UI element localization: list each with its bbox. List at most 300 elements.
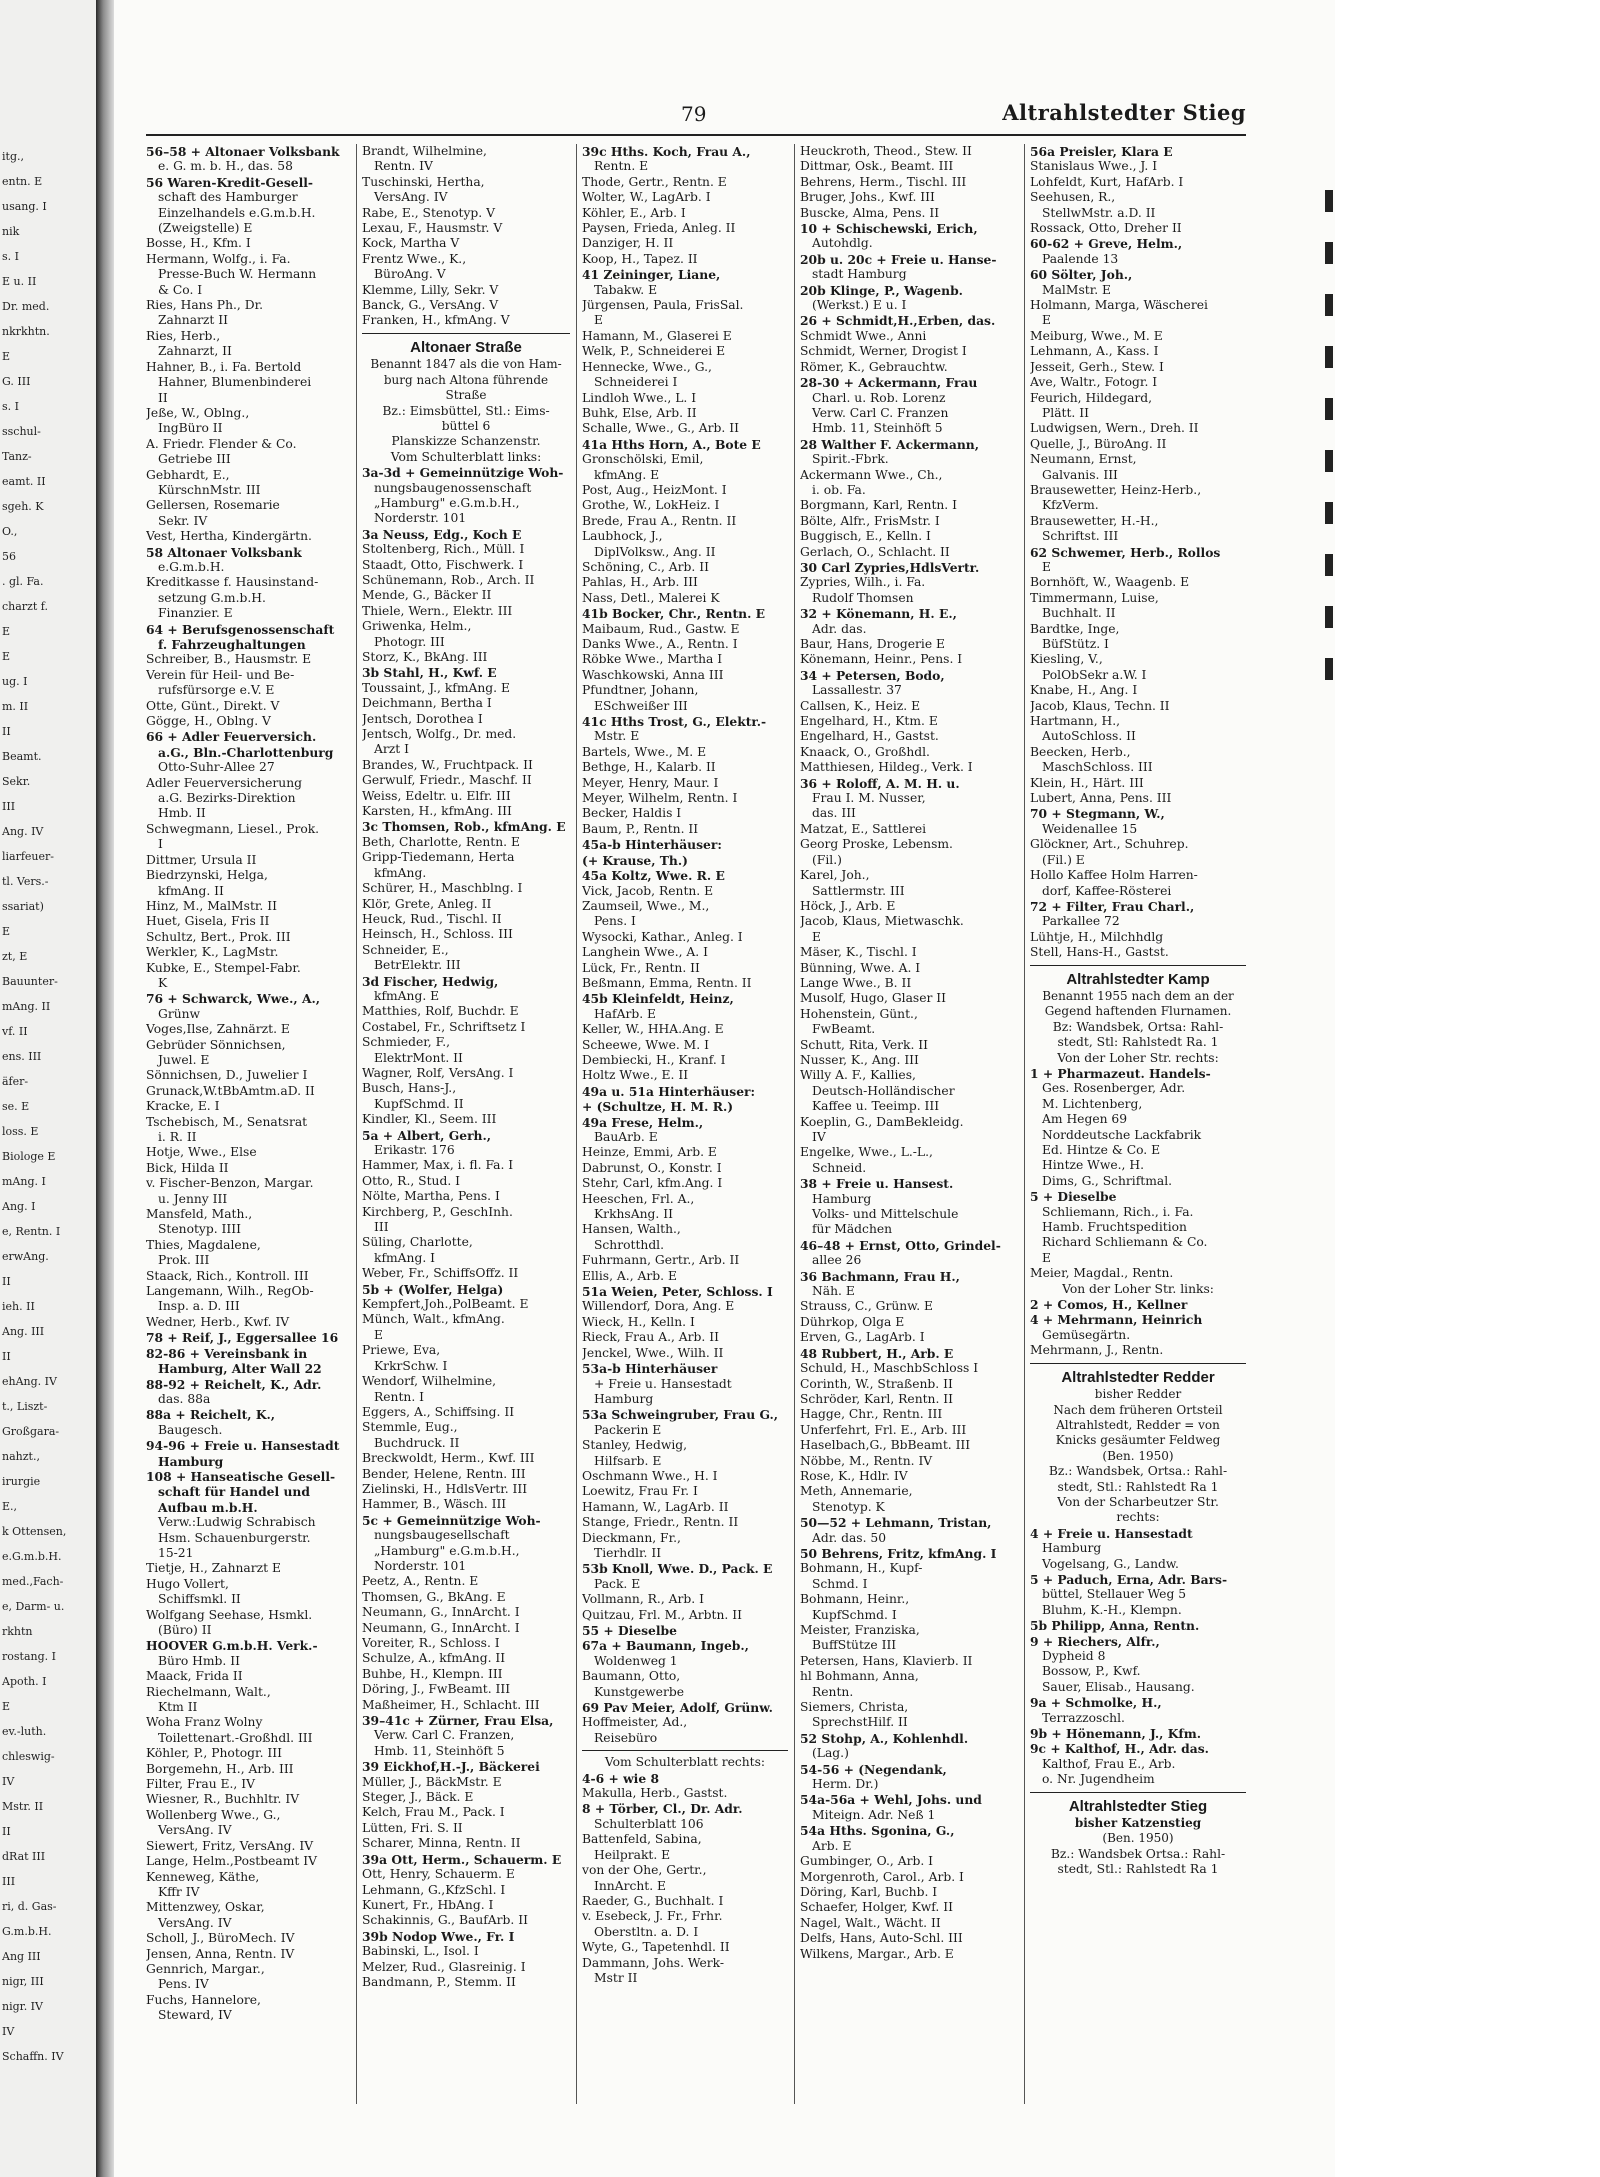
directory-line: Parkallee 72 xyxy=(1042,914,1120,929)
directory-line: Terrazzoschl. xyxy=(1042,1710,1125,1725)
previous-page-fragment: irurgie xyxy=(2,1475,41,1488)
directory-line: Battenfeld, Sabina, xyxy=(582,1832,702,1847)
directory-line: Dieckmann, Fr., xyxy=(582,1530,681,1545)
directory-line: Meiburg, Wwe., M. E xyxy=(1030,328,1163,343)
previous-page-fragment: entn. E xyxy=(2,175,43,188)
directory-line: 41 Zeininger, Liane, xyxy=(582,267,721,283)
directory-line: (Lag.) xyxy=(812,1746,849,1761)
section-rule xyxy=(1030,1363,1246,1364)
directory-line: Prok. III xyxy=(158,1253,210,1268)
directory-line: Post, Aug., HeizMont. I xyxy=(582,482,727,497)
directory-line: 30 Carl Zypries,HdlsVertr. xyxy=(800,559,980,575)
book-spine-shadow xyxy=(96,0,114,2177)
directory-line: schaft für Handel und xyxy=(158,1484,310,1500)
directory-line: Scholl, J., BüroMech. IV xyxy=(146,1931,295,1946)
directory-line: Von der Scharbeutzer Str. xyxy=(1057,1494,1219,1509)
directory-line: rufsfürsorge e.V. E xyxy=(158,683,275,698)
section-rule xyxy=(1030,965,1246,966)
column-divider xyxy=(1024,144,1025,2104)
directory-line: Bardtke, Inge, xyxy=(1030,621,1120,636)
previous-page-fragment: G. III xyxy=(2,375,31,388)
directory-line: Wolfgang Seehase, Hsmkl. xyxy=(146,1607,313,1622)
directory-line: Stemmle, Eug., xyxy=(362,1420,458,1435)
directory-line: Bornhöft, W., Waagenb. E xyxy=(1030,575,1190,590)
directory-line: Kffr IV xyxy=(158,1884,200,1899)
directory-line: Hollo Kaffee Holm Harren- xyxy=(1030,868,1198,883)
directory-line: 72 + Filter, Frau Charl., xyxy=(1030,898,1195,914)
directory-line: Dabrunst, O., Konstr. I xyxy=(582,1160,722,1175)
directory-line: Dims, G., Schriftmal. xyxy=(1042,1173,1173,1188)
directory-line: 39 Eickhof,H.-J., Bäckerei xyxy=(362,1759,540,1775)
directory-line: ElektrMont. II xyxy=(374,1050,463,1065)
directory-line: StellwMstr. a.D. II xyxy=(1042,205,1156,220)
directory-line: „Hamburg" e.G.m.b.H., xyxy=(374,1543,520,1558)
directory-line: Schneid. xyxy=(812,1160,867,1175)
directory-line: Biedrzynski, Helga, xyxy=(146,868,268,883)
directory-line: Wyte, G., Tapetenhdl. II xyxy=(582,1940,730,1955)
directory-line: Quelle, J., BüroAng. II xyxy=(1030,436,1167,451)
directory-line: Ries, Herb., xyxy=(146,328,221,343)
directory-line: Schriftst. III xyxy=(1042,529,1119,544)
directory-line: Schrotthdl. xyxy=(594,1237,665,1252)
directory-line: a.G. Bezirks-Direktion xyxy=(158,791,296,806)
directory-line: Engelhard, H., Ktm. E xyxy=(800,714,938,729)
directory-line: Wolter, W., LagArb. I xyxy=(582,190,711,205)
directory-line: Peetz, A., Rentn. E xyxy=(362,1574,479,1589)
directory-line: Vom Schulterblatt rechts: xyxy=(604,1755,766,1770)
directory-line: Borgemehn, H., Arb. III xyxy=(146,1761,294,1776)
previous-page-fragment: chleswig- xyxy=(2,1750,55,1763)
directory-line: u. Jenny III xyxy=(158,1191,228,1206)
directory-line: Altrahlstedt, Redder = von xyxy=(1056,1417,1220,1432)
previous-page-fragment: . gl. Fa. xyxy=(2,575,44,588)
section-rule xyxy=(1030,1792,1246,1793)
directory-line: Meyer, Henry, Maur. I xyxy=(582,775,719,790)
directory-line: 10 + Schischewski, Erich, xyxy=(800,221,978,237)
directory-line: Autohdlg. xyxy=(812,236,873,251)
directory-line: Zaumseil, Wwe., M., xyxy=(582,898,710,913)
directory-line: Vick, Jacob, Rentn. E xyxy=(582,883,714,898)
directory-line: Mstr II xyxy=(594,1970,638,1985)
previous-page-fragment: sgeh. K xyxy=(2,500,44,513)
directory-line: Hamb. Fruchtspedition xyxy=(1042,1220,1187,1235)
directory-line: Dembiecki, H., Kranf. I xyxy=(582,1052,726,1067)
previous-page-fragment: ehAng. IV xyxy=(2,1375,57,1388)
directory-line: Reisebüro xyxy=(594,1730,658,1745)
directory-line: Thode, Gertr., Rentn. E xyxy=(582,174,727,189)
directory-line: Norderstr. 101 xyxy=(374,511,467,526)
directory-line: Rentn. xyxy=(812,1684,854,1699)
directory-line: Zielinski, H., HdlsVertr. III xyxy=(362,1481,528,1496)
directory-line: Döring, J., FwBeamt. III xyxy=(362,1682,511,1697)
directory-line: KupfSchmd. I xyxy=(812,1607,897,1622)
previous-page-fragment: e, Rentn. I xyxy=(2,1225,61,1238)
directory-line: Mäser, K., Tischl. I xyxy=(800,945,917,960)
directory-line: Dammann, Johs. Werk- xyxy=(582,1955,725,1970)
directory-line: Welk, P., Schneiderei E xyxy=(582,344,726,359)
directory-line: 64 + Berufsgenossenschaft xyxy=(146,621,335,637)
directory-line: setzung G.m.b.H. xyxy=(158,590,266,605)
directory-line: Unferfehrt, Frl. E., Arb. III xyxy=(800,1422,967,1437)
directory-line: i. R. II xyxy=(158,1130,197,1144)
directory-line: Tuschinski, Hertha, xyxy=(362,174,485,189)
directory-line: Schulterblatt 106 xyxy=(594,1816,704,1831)
directory-line: Hennecke, Wwe., G., xyxy=(582,359,712,374)
previous-page-fragment: E xyxy=(2,650,11,663)
directory-line: Am Hegen 69 xyxy=(1042,1112,1128,1127)
directory-line: Nass, Detl., Malerei K xyxy=(582,590,720,605)
directory-line: E xyxy=(1042,313,1051,328)
directory-line: Seehusen, R., xyxy=(1030,190,1116,205)
directory-line: 46–48 + Ernst, Otto, Grindel- xyxy=(800,1237,1001,1253)
directory-line: Oschmann Wwe., H. I xyxy=(582,1468,718,1483)
directory-line: Ott, Henry, Schauerm. E xyxy=(362,1867,515,1882)
directory-line: Lubert, Anna, Pens. III xyxy=(1030,791,1172,806)
directory-line: Heuck, Rud., Tischl. II xyxy=(362,911,502,926)
directory-line: Schürer, H., Maschblng. I xyxy=(362,881,523,896)
directory-line: 28 Walther F. Ackermann, xyxy=(800,436,980,452)
directory-line: Kalthof, Frau E., Arb. xyxy=(1042,1756,1176,1771)
directory-line: Tietje, H., Zahnarzt E xyxy=(146,1561,281,1576)
directory-line: Richard Schliemann & Co. xyxy=(1042,1235,1208,1250)
previous-page-fragment: mAng. I xyxy=(2,1175,46,1188)
directory-line: Holmann, Marga, Wäscherei xyxy=(1030,298,1208,313)
directory-line: MaschSchloss. III xyxy=(1042,760,1153,775)
directory-line: Röbke Wwe., Martha I xyxy=(582,652,723,667)
directory-line: Römer, K., Gebrauchtw. xyxy=(800,359,948,374)
previous-page-fragment: Ang. I xyxy=(2,1200,36,1213)
directory-line: E xyxy=(812,929,821,944)
previous-page-fragment: t., Liszt- xyxy=(2,1400,48,1413)
directory-line: Baugesch. xyxy=(158,1422,223,1437)
directory-line: Karel, Joh., xyxy=(800,868,870,883)
directory-line: 56–58 + Altonaer Volksbank xyxy=(146,144,340,159)
directory-line: Koop, H., Tapez. II xyxy=(582,251,698,266)
directory-line: 55 + Dieselbe xyxy=(582,1623,677,1638)
directory-line: Holtz Wwe., E. II xyxy=(582,1068,689,1083)
directory-line: Pahlas, H., Arb. III xyxy=(582,575,698,590)
directory-line: 56 Waren-Kredit-Gesell- xyxy=(146,174,314,190)
previous-page-fragment: Dr. med. xyxy=(2,300,50,313)
directory-line: 39–41c + Zürner, Frau Elsa, xyxy=(362,1713,554,1729)
directory-line: 28-30 + Ackermann, Frau xyxy=(800,375,978,391)
directory-line: A. Friedr. Flender & Co. xyxy=(146,436,297,451)
directory-line: kfmAng. I xyxy=(374,1250,436,1265)
directory-line: Tschebisch, M., Senatsrat xyxy=(146,1114,308,1129)
directory-line: Bz.: Eimsbüttel, Stl.: Eims- xyxy=(382,403,550,418)
directory-line: E xyxy=(594,313,603,328)
directory-line: 53b Knoll, Wwe. D., Pack. E xyxy=(582,1561,773,1577)
directory-line: Bartels, Wwe., M. E xyxy=(582,744,707,759)
directory-line: 2 + Comos, H., Kellner xyxy=(1030,1297,1188,1313)
directory-line: 58 Altonaer Volksbank xyxy=(146,544,302,560)
previous-page-fragment: II xyxy=(2,1275,11,1288)
directory-line: Plätt. II xyxy=(1042,405,1089,420)
directory-line: Straße xyxy=(445,388,487,403)
directory-line: 41a Hths Horn, A., Bote E xyxy=(582,436,761,452)
directory-line: Lange, Helm.,Postbeamt IV xyxy=(146,1854,317,1869)
previous-page-fragment: Beamt. xyxy=(2,750,42,763)
directory-line: a.G., Bln.-Charlottenburg xyxy=(158,744,334,760)
directory-line: 50 Behrens, Fritz, kfmAng. I xyxy=(800,1545,997,1561)
directory-line: Hintze Wwe., H. xyxy=(1042,1158,1144,1173)
directory-line: Hamann, M., Glaserei E xyxy=(582,328,732,343)
directory-line: Hagge, Chr., Rentn. III xyxy=(800,1407,943,1422)
directory-line: Jeße, W., Oblng., xyxy=(146,405,250,420)
directory-line: Banck, G., VersAng. V xyxy=(362,298,499,313)
directory-line: Schöning, C., Arb. II xyxy=(582,559,709,574)
previous-page-fragment: s. I xyxy=(2,400,19,413)
directory-line: ESchweißer III xyxy=(594,698,688,713)
directory-line: Heinsch, H., Schloss. III xyxy=(362,927,513,942)
directory-line: Engelke, Wwe., L.-L., xyxy=(800,1145,933,1160)
directory-line: Bender, Helene, Rentn. III xyxy=(362,1466,526,1481)
directory-line: Matzat, E., Sattlerei xyxy=(800,821,927,836)
directory-line: Näh. E xyxy=(812,1284,855,1299)
directory-line: Kelch, Frau M., Pack. I xyxy=(362,1805,505,1820)
directory-line: Nölte, Martha, Pens. I xyxy=(362,1189,500,1204)
directory-line: 70 + Stegmann, W., xyxy=(1030,806,1165,822)
directory-line: Dührkop, Olga E xyxy=(800,1314,905,1329)
directory-line: 5b + (Wolfer, Helga) xyxy=(362,1281,504,1297)
directory-line: 51a Weien, Peter, Schloss. I xyxy=(582,1284,773,1300)
directory-line: Rentn. IV xyxy=(374,159,433,174)
directory-line: nungsbaugenossenschaft xyxy=(374,480,532,495)
directory-line: Borgmann, Karl, Rentn. I xyxy=(800,498,957,513)
directory-line: Mstr. E xyxy=(594,729,640,744)
directory-line: o. Nr. Jugendheim xyxy=(1042,1772,1155,1787)
directory-line: Lassallestr. 37 xyxy=(812,683,902,698)
directory-line: Kaffee u. Teeimp. III xyxy=(812,1099,940,1114)
directory-line: 3c Thomsen, Rob., kfmAng. E xyxy=(362,819,566,835)
directory-line: Wieck, H., Kelln. I xyxy=(582,1314,695,1329)
directory-line: Feurich, Hildegard, xyxy=(1030,390,1153,405)
directory-line: Schmidt, Werner, Drogist I xyxy=(800,344,967,359)
directory-line: Hohenstein, Günt., xyxy=(800,1006,918,1021)
directory-line: Thiele, Wern., Elektr. III xyxy=(362,603,513,618)
directory-line: Keller, W., HHA.Ang. E xyxy=(582,1022,724,1037)
directory-line: Schuld, H., MaschbSchloss I xyxy=(800,1361,979,1376)
directory-line: Hansen, Walth., xyxy=(582,1222,681,1237)
directory-line: Norderstr. 101 xyxy=(374,1558,467,1573)
directory-line: Staadt, Otto, Fischwerk. I xyxy=(362,557,524,572)
directory-line: Siewert, Fritz, VersAng. IV xyxy=(146,1838,314,1853)
directory-line: Presse-Buch W. Hermann xyxy=(158,267,317,282)
directory-line: Bluhm, K.-H., Klempn. xyxy=(1042,1602,1182,1617)
previous-page-fragment: nik xyxy=(2,225,20,238)
directory-line: Meth, Annemarie, xyxy=(800,1484,913,1499)
previous-page-fragment: rkhtn xyxy=(2,1625,33,1638)
directory-line: Adr. das. xyxy=(812,621,867,636)
directory-line: Woldenweg 1 xyxy=(594,1653,678,1668)
previous-page-fragment: itg., xyxy=(2,150,24,163)
directory-line: 108 + Hanseatische Gesell- xyxy=(146,1468,336,1484)
previous-page-fragment: Ang III xyxy=(2,1950,41,1963)
directory-line: BauArb. E xyxy=(594,1130,658,1144)
directory-line: Kock, Martha V xyxy=(362,236,460,251)
directory-line: Hermann, Wolfg., i. Fa. xyxy=(146,251,291,266)
directory-line: Vom Schulterblatt links: xyxy=(390,449,542,464)
previous-page-fragment: Biologe E xyxy=(2,1150,56,1163)
directory-line: 3a-3d + Gemeinnützige Woh- xyxy=(362,465,564,481)
directory-line: Könemann, Heinr., Pens. I xyxy=(800,652,963,667)
directory-line: stedt, Stl.: Rahlstedt Ra 1 xyxy=(1057,1479,1219,1494)
directory-line: Gebrüder Sönnichsen, xyxy=(146,1037,286,1052)
previous-page-fragment: se. E xyxy=(2,1100,30,1113)
directory-line: Rabe, E., Stenotyp. V xyxy=(362,205,495,220)
directory-line: Quitzau, Frl. M., Arbtn. II xyxy=(582,1607,742,1622)
previous-page-fragment: loss. E xyxy=(2,1125,39,1138)
directory-line: 8 + Törber, Cl., Dr. Adr. xyxy=(582,1801,743,1817)
previous-page-fragment: E u. II xyxy=(2,275,37,288)
directory-line: Delfs, Hans, Auto-Schl. III xyxy=(800,1931,963,1946)
directory-line: Münch, Walt., kfmAng. xyxy=(362,1312,505,1327)
directory-line: Benannt 1847 als die von Ham- xyxy=(370,357,562,372)
directory-line: 34 + Petersen, Bodo, xyxy=(800,667,945,683)
directory-line: allee 26 xyxy=(812,1253,862,1268)
directory-line: Bick, Hilda II xyxy=(146,1160,229,1175)
directory-line: SprechstHilf. II xyxy=(812,1715,908,1730)
directory-line: 32 + Könemann, H. E., xyxy=(800,606,957,622)
directory-line: bisher Redder xyxy=(1094,1387,1182,1402)
directory-line: Aufbau m.b.H. xyxy=(158,1499,258,1515)
directory-line: Behrens, Herm., Tischl. III xyxy=(800,174,967,189)
directory-line: Köhler, P., Photogr. III xyxy=(146,1746,282,1761)
directory-line: Deichmann, Bertha I xyxy=(362,696,492,711)
column-divider xyxy=(794,144,795,2104)
directory-line: HOOVER G.m.b.H. Verk.- xyxy=(146,1638,318,1654)
directory-line: Hmb. 11, Steinhöft 5 xyxy=(812,421,943,436)
directory-line: Ktm II xyxy=(158,1700,198,1715)
directory-line: Gellersen, Rosemarie xyxy=(146,498,280,513)
directory-line: Stanley, Hedwig, xyxy=(582,1438,688,1453)
directory-line: Büro Hmb. II xyxy=(158,1653,240,1668)
directory-line: Ackermann Wwe., Ch., xyxy=(800,467,943,482)
previous-page-fragment: Tanz- xyxy=(2,450,32,463)
directory-line: rechts: xyxy=(1116,1510,1160,1525)
directory-line: Filter, Frau E., IV xyxy=(146,1777,255,1792)
directory-line: 5b Philipp, Anna, Rentn. xyxy=(1030,1618,1200,1634)
previous-page-fragment: G.m.b.H. xyxy=(2,1925,52,1938)
directory-line: 5 + Dieselbe xyxy=(1030,1189,1117,1205)
directory-line: Wedner, Herb., Kwf. IV xyxy=(146,1314,290,1329)
directory-line: 39b Nodop Wwe., Fr. I xyxy=(362,1928,515,1944)
directory-line: Fuchs, Hannelore, xyxy=(146,1992,261,2007)
directory-line: Arzt I xyxy=(374,742,409,757)
directory-line: Schalle, Wwe., G., Arb. II xyxy=(582,421,739,436)
directory-line: Meyer, Wilhelm, Rentn. I xyxy=(582,791,738,806)
directory-line: Hinz, M., MalMstr. II xyxy=(146,898,277,913)
directory-line: Kindler, Kl., Seem. III xyxy=(362,1112,497,1127)
directory-line: e.G.m.b.H. xyxy=(158,559,225,574)
directory-line: 54-56 + (Negendank, xyxy=(800,1761,947,1777)
directory-line: Laubhock, J., xyxy=(582,529,663,544)
directory-line: 49a Frese, Helm., xyxy=(582,1114,704,1130)
previous-page-fragment: III xyxy=(2,1875,16,1888)
directory-line: 20b u. 20c + Freie u. Hanse- xyxy=(800,251,997,267)
directory-line: Gripp-Tiedemann, Herta xyxy=(362,850,515,865)
directory-line: Brandt, Wilhelmine, xyxy=(362,144,487,158)
directory-line: PolObSekr a.W. I xyxy=(1042,667,1147,682)
directory-line: Hotje, Wwe., Else xyxy=(146,1145,257,1160)
directory-line: E xyxy=(1042,559,1051,574)
directory-line: Erikastr. 176 xyxy=(374,1143,455,1157)
directory-line: Musolf, Hugo, Glaser II xyxy=(800,991,947,1006)
directory-line: Schakinnis, G., BaufArb. II xyxy=(362,1913,528,1928)
directory-line: Bethge, H., Kalarb. II xyxy=(582,760,716,775)
directory-line: HafArb. E xyxy=(594,1006,657,1021)
directory-line: Ries, Hans Ph., Dr. xyxy=(146,298,264,313)
directory-line: Buhk, Else, Arb. II xyxy=(582,405,697,420)
directory-line: Costabel, Fr., Schriftsetz I xyxy=(362,1019,526,1034)
directory-line: 88-92 + Reichelt, K., Adr. xyxy=(146,1376,322,1392)
directory-line: DiplVolksw., Ang. II xyxy=(594,544,716,559)
directory-line: Rossack, Otto, Dreher II xyxy=(1030,221,1182,236)
directory-line: Lange Wwe., B. II xyxy=(800,975,912,990)
directory-line: Schröder, Karl, Rentn. II xyxy=(800,1391,954,1406)
directory-line: KürschnMstr. III xyxy=(158,482,261,497)
directory-line: Mehrmann, J., Rentn. xyxy=(1030,1343,1164,1358)
previous-page-fragment: s. I xyxy=(2,250,19,263)
directory-line: Bosse, H., Kfm. I xyxy=(146,236,251,251)
directory-line: Hoffmeister, Ad., xyxy=(582,1715,688,1730)
directory-line: Schaefer, Holger, Kwf. II xyxy=(800,1900,953,1915)
directory-line: Grunack,W.tBbAmtm.aD. II xyxy=(146,1083,315,1098)
directory-line: 1 + Pharmazeut. Handels- xyxy=(1030,1065,1211,1081)
directory-line: Bölte, Alfr., FrisMstr. I xyxy=(800,513,940,528)
directory-line: Hmb. 11, Steinhöft 5 xyxy=(374,1743,505,1758)
directory-line: 41c Hths Trost, G., Elektr.- xyxy=(582,714,767,730)
directory-line: 45b Kleinfeldt, Heinz, xyxy=(582,991,734,1007)
directory-line: & Co. I xyxy=(158,282,203,297)
directory-line: 53a Schweingruber, Frau G., xyxy=(582,1407,779,1423)
directory-line: Stanislaus Wwe., J. I xyxy=(1030,159,1158,174)
directory-line: Schünemann, Rob., Arch. II xyxy=(362,572,535,587)
directory-line: 88a + Reichelt, K., xyxy=(146,1407,276,1423)
directory-column-5 xyxy=(1030,144,1246,2104)
directory-line: BuffStütze III xyxy=(812,1638,897,1653)
directory-line: Steward, IV xyxy=(158,2008,232,2023)
directory-line: (Zweigstelle) E xyxy=(158,221,253,236)
directory-line: E xyxy=(1042,1250,1051,1265)
directory-line: stedt, Stl.: Rahlstedt Ra 1 xyxy=(1057,1862,1219,1877)
previous-page-fragment: ug. I xyxy=(2,675,28,688)
directory-line: Sönnichsen, D., Juwelier I xyxy=(146,1068,308,1083)
previous-page-fragment: E xyxy=(2,350,11,363)
directory-line: Nach dem früheren Ortsteil xyxy=(1053,1402,1223,1417)
directory-line: Süling, Charlotte, xyxy=(362,1235,473,1250)
directory-line: 38 + Freie u. Hansest. xyxy=(800,1176,954,1192)
directory-line: 49a u. 51a Hinterhäuser: xyxy=(582,1083,756,1099)
directory-line: InnArcht. E xyxy=(594,1878,666,1893)
directory-line: Verw. Carl C. Franzen, xyxy=(374,1728,515,1743)
directory-line: Schulze, A., kfmAng. II xyxy=(362,1651,506,1666)
directory-line: Bandmann, P., Stemm. II xyxy=(362,1974,516,1989)
directory-line: schaft des Hamburger xyxy=(158,190,298,205)
directory-line: 53a-b Hinterhäuser xyxy=(582,1361,718,1377)
street-heading: Altrahlstedter Kamp xyxy=(1066,971,1210,987)
directory-line: Rose, K., Hdlr. IV xyxy=(800,1468,908,1483)
directory-line: Priewe, Eva, xyxy=(362,1343,441,1358)
directory-line: Lexau, F., Hausmstr. V xyxy=(362,221,503,236)
directory-line: Hamburg xyxy=(594,1391,654,1406)
directory-line: Bohmann, Heinr., xyxy=(800,1592,910,1607)
directory-line: kfmAng. II xyxy=(158,883,224,898)
directory-line: BüroAng. V xyxy=(374,267,446,282)
directory-line: Strauss, C., Grünw. E xyxy=(800,1299,934,1314)
directory-line: Mansfeld, Math., xyxy=(146,1207,253,1222)
directory-line: Jenckel, Wwe., Wilh. II xyxy=(582,1345,724,1360)
